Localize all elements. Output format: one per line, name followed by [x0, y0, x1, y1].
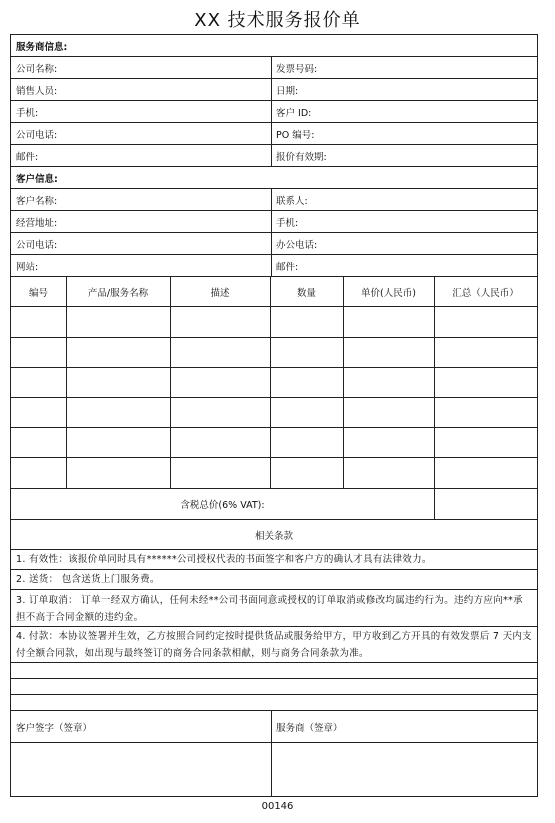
customer-row-4: [11, 255, 537, 277]
supplier-row-4: [11, 123, 537, 145]
total-with-tax-label: 含税总价(6% VAT):: [180, 500, 265, 511]
page-number: 00146: [261, 801, 294, 812]
total-row: [11, 489, 537, 520]
items-table-header: [11, 277, 537, 307]
term-cancellation-row: [11, 590, 537, 627]
col-product-header: 产品/服务名称: [87, 287, 149, 299]
supplier-email-label: 邮件:: [16, 151, 39, 163]
date-label: 日期:: [276, 85, 299, 97]
document-title: XX 技术服务报价单: [194, 10, 361, 31]
customer-name-label: 客户名称:: [16, 195, 58, 207]
col-number-header: 编号: [28, 287, 48, 299]
signature-label-row: [11, 711, 537, 743]
supplier-phone-label: 公司电话:: [16, 129, 58, 141]
supplier-section-label: 服务商信息:: [16, 41, 68, 53]
table-row: [11, 368, 537, 398]
table-row: [11, 307, 537, 338]
customer-row-2: [11, 211, 537, 233]
website-label: 网站:: [16, 261, 39, 273]
blank-row: [11, 695, 537, 711]
customer-row-1: [11, 189, 537, 211]
col-description-header: 描述: [210, 287, 230, 299]
term-validity: 1. 有效性：该报价单同时具有******公司授权代表的书面签字和客户方的确认才具有法律效力。: [16, 554, 432, 565]
customer-section-row: [11, 167, 537, 189]
term-delivery-row: [11, 570, 537, 590]
office-phone-label: 办公电话:: [276, 239, 318, 251]
quote-form: [10, 34, 538, 797]
supplier-row-2: [11, 79, 537, 101]
table-row: [11, 458, 537, 489]
company-name-label: 公司名称:: [16, 63, 58, 75]
terms-heading-row: [11, 520, 537, 550]
provider-signature-label: 服务商（签章）: [276, 722, 343, 734]
customer-mobile-label: 手机:: [276, 217, 299, 229]
supplier-row-3: [11, 101, 537, 123]
valid-period-label: 报价有效期:: [276, 151, 327, 163]
blank-row: [11, 663, 537, 679]
terms-heading: 相关条款: [254, 530, 293, 542]
col-quantity-header: 数量: [296, 287, 316, 299]
supplier-row-1: [11, 57, 537, 79]
customer-signature-label: 客户签字（签章）: [16, 722, 93, 734]
sales-person-label: 销售人员:: [16, 85, 58, 97]
table-row: [11, 428, 537, 458]
customer-id-label: 客户 ID:: [276, 107, 312, 119]
customer-section-label: 客户信息:: [16, 173, 58, 185]
term-payment: 4. 付款：本协议签署并生效，乙方按照合同约定按时提供货品或服务给甲方，甲方收到乙方开具的有效发票后 7 天内支付全额合同款，如出现与最终签订的商务合同条款相献，则与商务合同条款为准。: [16, 631, 532, 659]
supplier-mobile-label: 手机:: [16, 107, 39, 119]
customer-row-3: [11, 233, 537, 255]
term-cancellation: 3. 订单取消： 订单一经双方确认，任何未经**公司书面同意或授权的订单取消或修改均属违约行为。违约方应向**承担不高于合同金额的违约金。: [16, 595, 523, 623]
table-row: [11, 398, 537, 428]
col-unit-price-header: 单价(人民币): [361, 287, 416, 299]
blank-row: [11, 679, 537, 695]
term-delivery: 2. 送货： 包含送货上门服务费。: [16, 574, 160, 585]
po-number-label: PO 编号:: [276, 129, 315, 141]
contact-person-label: 联系人:: [276, 195, 308, 207]
supplier-row-5: [11, 145, 537, 167]
business-address-label: 经营地址:: [16, 217, 58, 229]
term-payment-row: [11, 627, 537, 663]
signature-area-row: [11, 743, 537, 796]
customer-phone-label: 公司电话:: [16, 239, 58, 251]
col-total-header: 汇总（人民币）: [452, 287, 519, 299]
table-row: [11, 338, 537, 368]
term-validity-row: [11, 550, 537, 570]
customer-email-label: 邮件:: [276, 261, 299, 273]
invoice-number-label: 发票号码:: [276, 63, 318, 75]
supplier-section-row: [11, 35, 537, 57]
